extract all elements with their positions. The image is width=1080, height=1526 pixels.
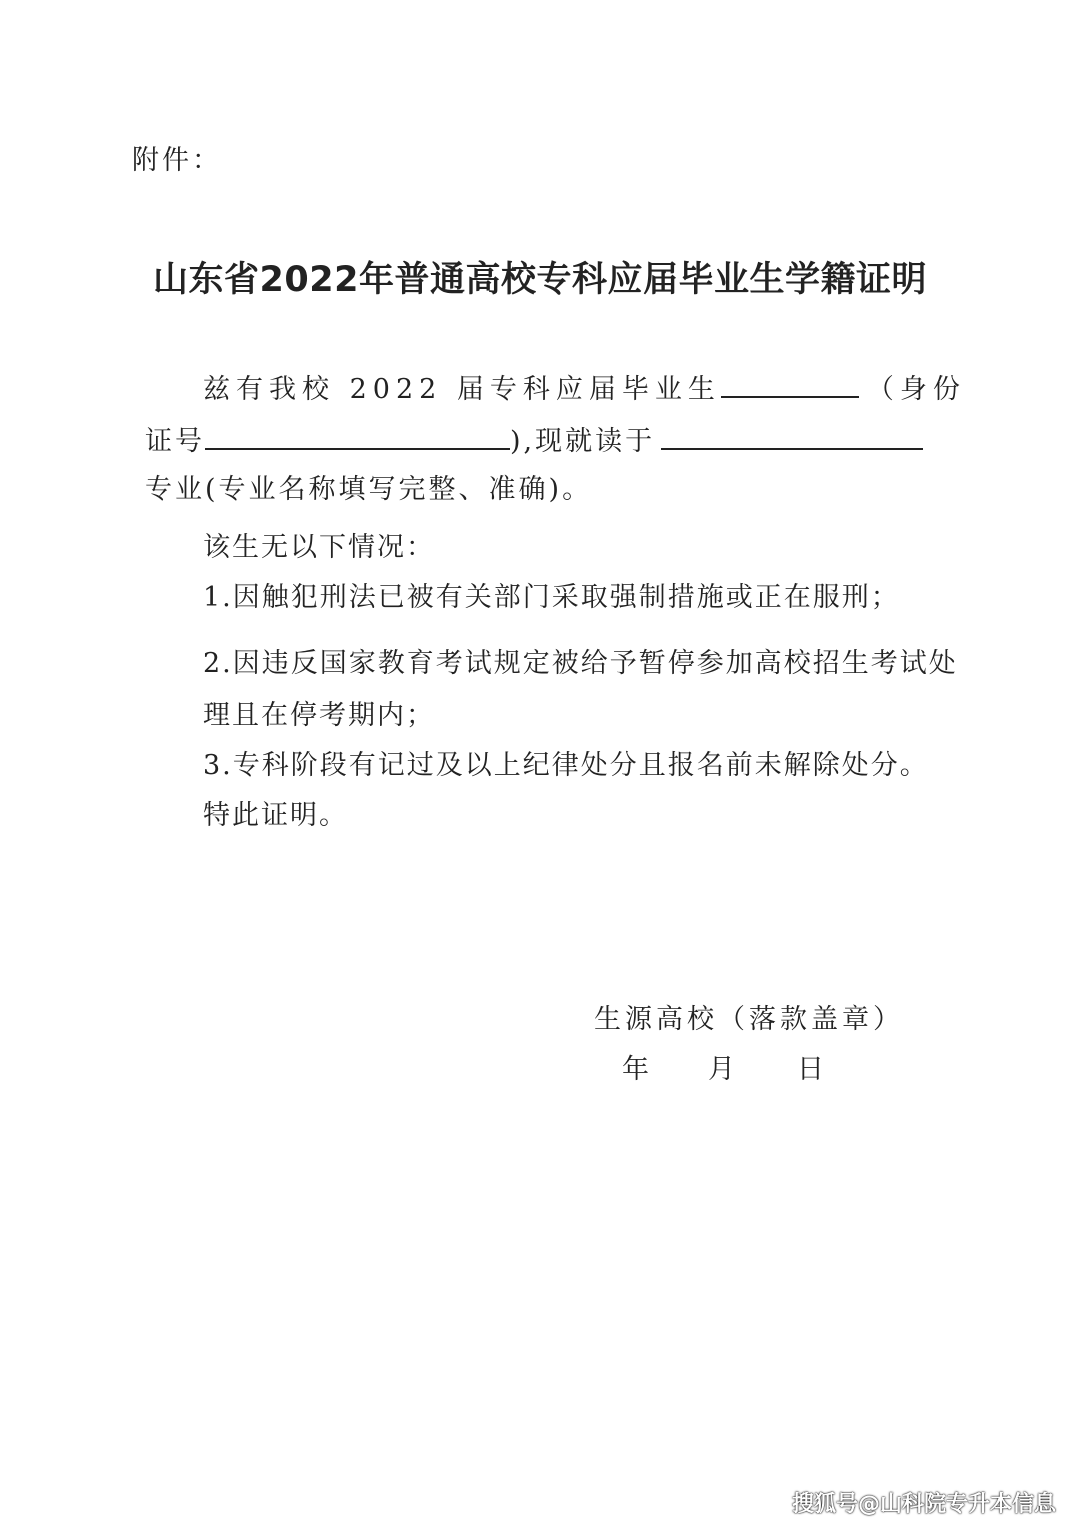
watermark: 搜狐号@山科院专升本信息 bbox=[791, 1492, 1056, 1517]
document-title: 山东省2022年普通高校专科应届毕业生学籍证明 bbox=[153, 260, 927, 300]
student-name-blank[interactable] bbox=[721, 370, 859, 398]
major-blank[interactable] bbox=[661, 422, 923, 450]
id-number-blank[interactable] bbox=[205, 422, 510, 450]
condition-item-2: 2.因违反国家教育考试规定被给予暂停参加高校招生考试处 bbox=[203, 648, 958, 679]
id-label-end: 证号 bbox=[145, 426, 205, 457]
condition-item-1: 1.因触犯刑法已被有关部门采取强制措施或正在服刑； bbox=[203, 582, 900, 613]
body-line-1 bbox=[203, 370, 966, 408]
date-year: 年 bbox=[622, 1054, 649, 1085]
closing-text: 特此证明。 bbox=[203, 800, 348, 831]
school-signature: 生源高校（落款盖章） bbox=[594, 1004, 904, 1035]
student-intro-text: 兹有我校 2022 届专科应届毕业生 bbox=[203, 374, 721, 405]
major-intro-text: ),现就读于 bbox=[510, 426, 656, 457]
id-label-start: （身份 bbox=[866, 374, 966, 405]
date-day: 日 bbox=[797, 1054, 824, 1085]
date-month: 月 bbox=[708, 1054, 735, 1085]
conditions-intro: 该生无以下情况： bbox=[203, 532, 435, 563]
body-line-2 bbox=[145, 422, 923, 460]
condition-item-3: 3.专科阶段有记过及以上纪律处分且报名前未解除处分。 bbox=[203, 750, 929, 781]
condition-item-2-cont: 理且在停考期内； bbox=[203, 700, 435, 731]
body-line-3: 专业(专业名称填写完整、准确)。 bbox=[145, 474, 593, 505]
attachment-label: 附件： bbox=[132, 145, 222, 176]
